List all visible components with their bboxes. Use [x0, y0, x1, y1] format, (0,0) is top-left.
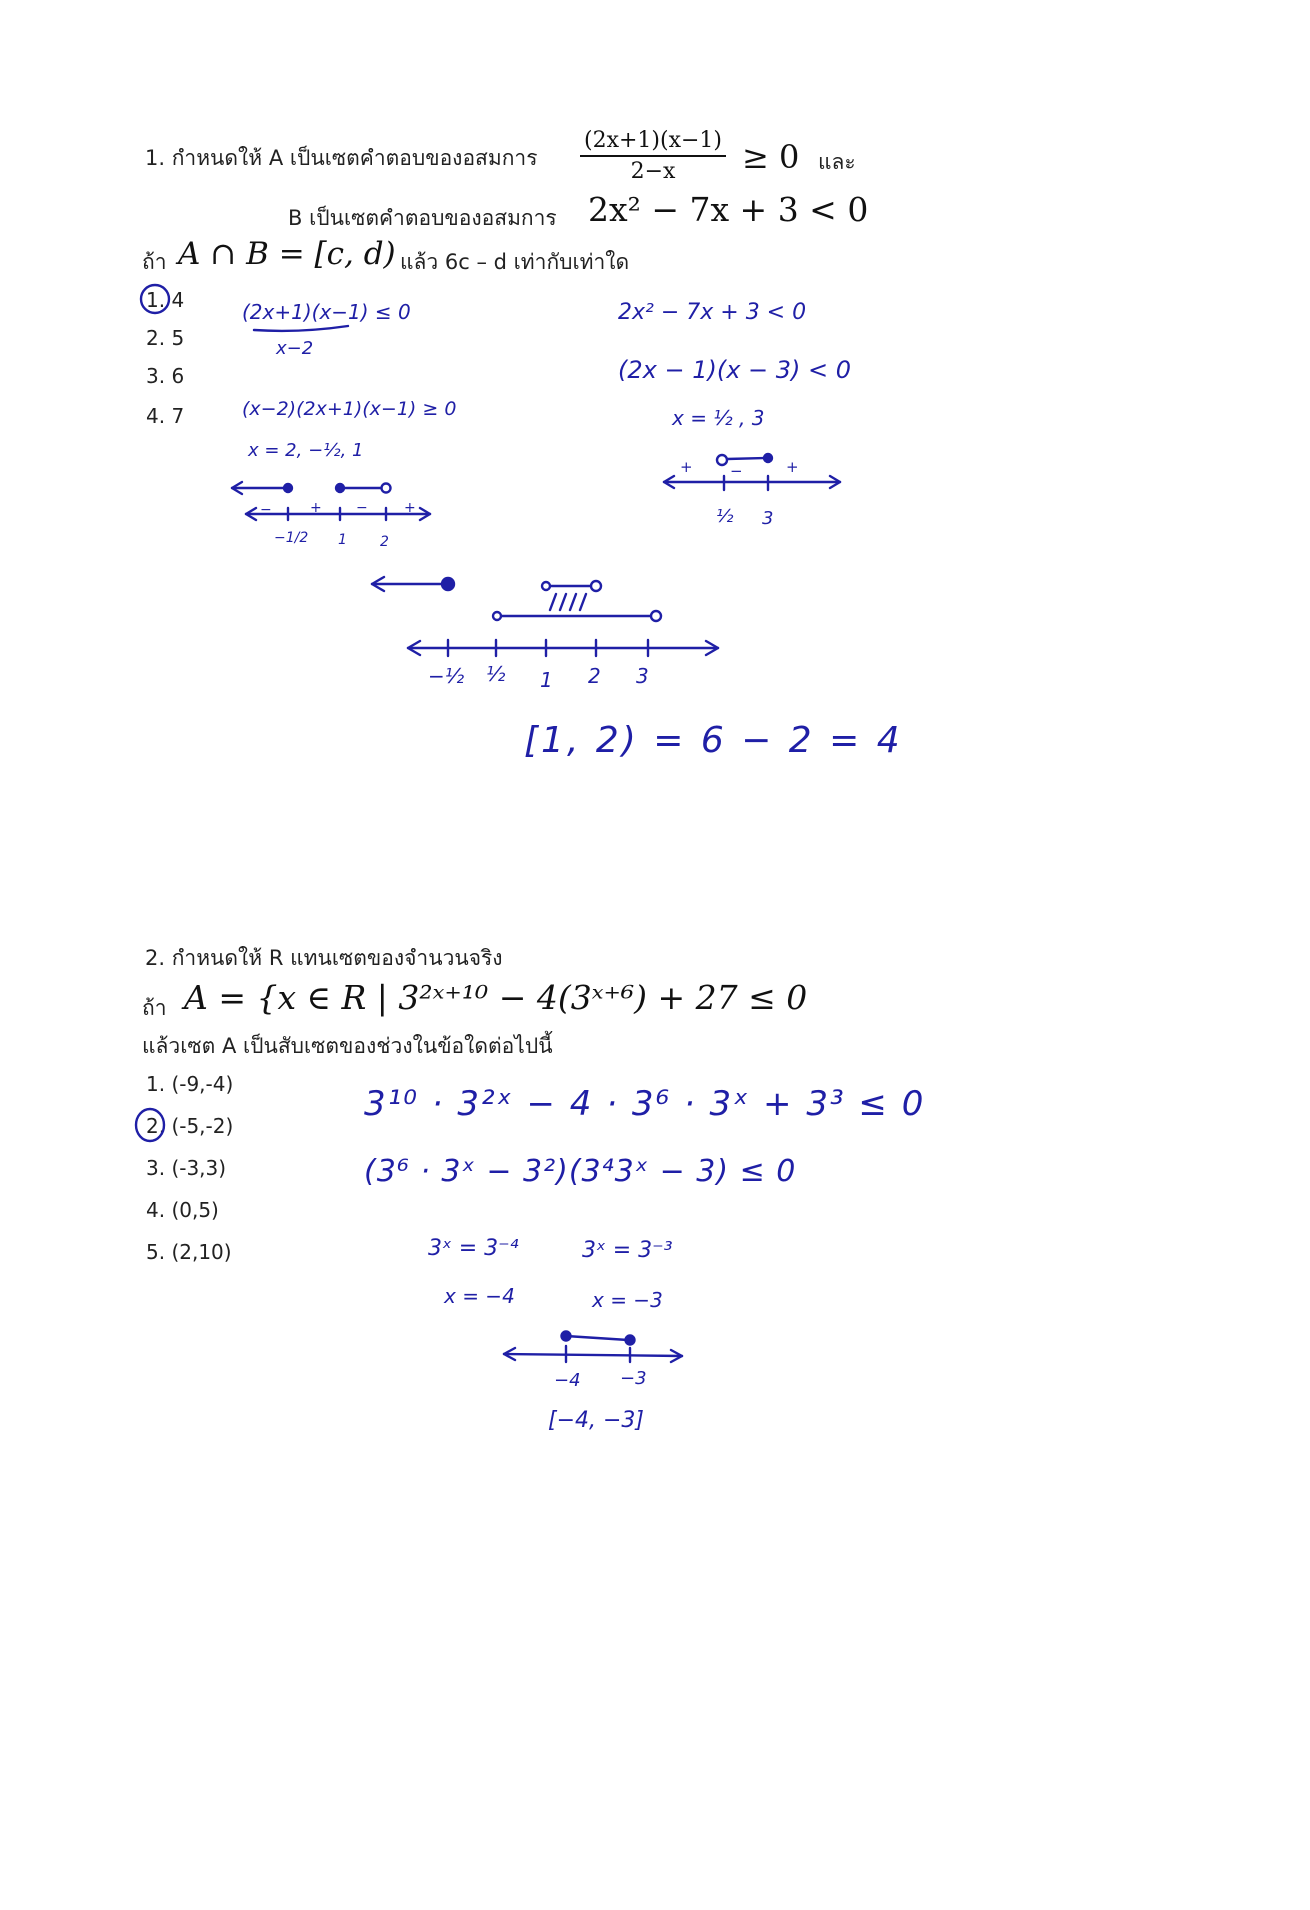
- q1-fraction-denominator: 2−x: [630, 159, 676, 184]
- q2-hw-tick-1: −4: [554, 1370, 581, 1391]
- q1-hw-a3: x = 2, −½, 1: [248, 440, 364, 461]
- q2-choice-4: 4. (0,5): [146, 1198, 219, 1222]
- q1-hw-b1: 2x² − 7x + 3 < 0: [618, 300, 807, 325]
- q1-line2-equation: 2x² − 7x + 3 < 0: [588, 190, 869, 229]
- q1-line3-math: A ∩ B = [c, d): [178, 236, 396, 272]
- q1-hw-b2: (2x − 1)(x − 3) < 0: [618, 356, 852, 384]
- q1-choice-2: 2. 5: [146, 326, 185, 350]
- q1-hw-c-tick-4: 2: [588, 664, 601, 688]
- q1-hw-b-sign-3: +: [786, 458, 799, 476]
- q1-hw-b-sign-2: −: [730, 462, 743, 480]
- q2-choice-3: 3. (-3,3): [146, 1156, 227, 1180]
- q1-stem-prefix: 1. กำหนดให้ A เป็นเซตคำตอบของอสมการ: [145, 146, 538, 170]
- q1-hw-b-sign-1: +: [680, 458, 693, 476]
- q1-hw-answer: [1, 2) = 6 − 2 = 4: [524, 720, 903, 761]
- q1-hw-b3: x = ½ , 3: [672, 406, 765, 430]
- q1-and: และ: [818, 150, 856, 174]
- q1-answer-circle: [141, 285, 169, 313]
- q1-line3-prefix: ถ้า: [142, 250, 167, 274]
- q1-line2-prefix: B เป็นเซตคำตอบของอสมการ: [288, 206, 557, 230]
- q1-hw-a1-denominator: x−2: [276, 338, 314, 359]
- q1-hw-a-tick-2: 1: [338, 532, 347, 548]
- q2-hw-s3a: 3ˣ = 3⁻⁴: [428, 1236, 519, 1261]
- q1-hw-a1-numerator: (2x+1)(x−1) ≤ 0: [242, 300, 411, 324]
- q1-hw-a-sign-4: +: [404, 500, 416, 516]
- q2-line3: แล้วเซต A เป็นสับเซตของช่วงในข้อใดต่อไปนี้: [142, 1034, 553, 1058]
- q2-hw-s4b: x = −3: [592, 1288, 663, 1312]
- q2-hw-s3b: 3ˣ = 3⁻³: [582, 1238, 673, 1263]
- q2-numberline: [504, 1332, 682, 1363]
- q1-choice-1: 1. 4: [146, 288, 185, 312]
- q1-hw-c-tick-2: ½: [486, 662, 506, 686]
- q1-hw-fraction-bar: [254, 326, 348, 331]
- q1-hw-c-tick-3: 1: [540, 668, 553, 692]
- q1-hw-a-sign-2: +: [310, 500, 322, 516]
- q1-intersection-hatch: [550, 594, 586, 610]
- q1-hw-a-sign-3: −: [356, 500, 368, 516]
- q1-hw-c-tick-5: 3: [636, 664, 649, 688]
- q1-hw-b-tick-1: ½: [716, 506, 734, 527]
- q1-line3-suffix: แล้ว 6c – d เท่ากับเท่าใด: [400, 250, 630, 274]
- q1-choice-4: 4. 7: [146, 404, 185, 428]
- q1-hw-a2: (x−2)(2x+1)(x−1) ≥ 0: [242, 398, 457, 420]
- q2-line2-prefix: ถ้า: [142, 996, 167, 1020]
- q1-fraction-numerator: (2x+1)(x−1): [580, 128, 726, 157]
- q1-choice-3: 3. 6: [146, 364, 185, 388]
- q1-hw-c-tick-1: −½: [428, 664, 465, 688]
- q1-hw-a-tick-3: 2: [380, 534, 389, 550]
- q2-hw-s2: (3⁶ · 3ˣ − 3²)(3⁴3ˣ − 3) ≤ 0: [364, 1154, 797, 1189]
- q1-hw-a-sign-1: −: [260, 502, 272, 518]
- q2-choice-5: 5. (2,10): [146, 1240, 232, 1264]
- q2-line1: 2. กำหนดให้ R แทนเซตของจำนวนจริง: [145, 946, 503, 970]
- q1-hw-a-tick-1: −1/2: [274, 530, 309, 546]
- q2-hw-s1: 3¹⁰ · 3²ˣ − 4 · 3⁶ · 3ˣ + 3³ ≤ 0: [364, 1084, 926, 1124]
- q1-numberline-combined: [372, 577, 718, 656]
- q2-choice-1: 1. (-9,-4): [146, 1072, 234, 1096]
- q2-choice-2: 2. (-5,-2): [146, 1114, 234, 1138]
- q2-line2-math: A = {x ∈ R | 3²ˣ⁺¹⁰ − 4(3ˣ⁺⁶) + 27 ≤ 0: [184, 978, 808, 1017]
- q2-answer-circle: [136, 1109, 164, 1141]
- q2-hw-answer: [−4, −3]: [548, 1408, 645, 1433]
- q2-hw-tick-2: −3: [620, 1368, 647, 1389]
- q1-numberline-b: [664, 454, 840, 490]
- q1-numberline-a: [232, 482, 430, 520]
- q1-hw-b-tick-2: 3: [762, 508, 774, 529]
- q2-hw-s4a: x = −4: [444, 1284, 515, 1308]
- q1-relation: ≥ 0: [742, 138, 800, 176]
